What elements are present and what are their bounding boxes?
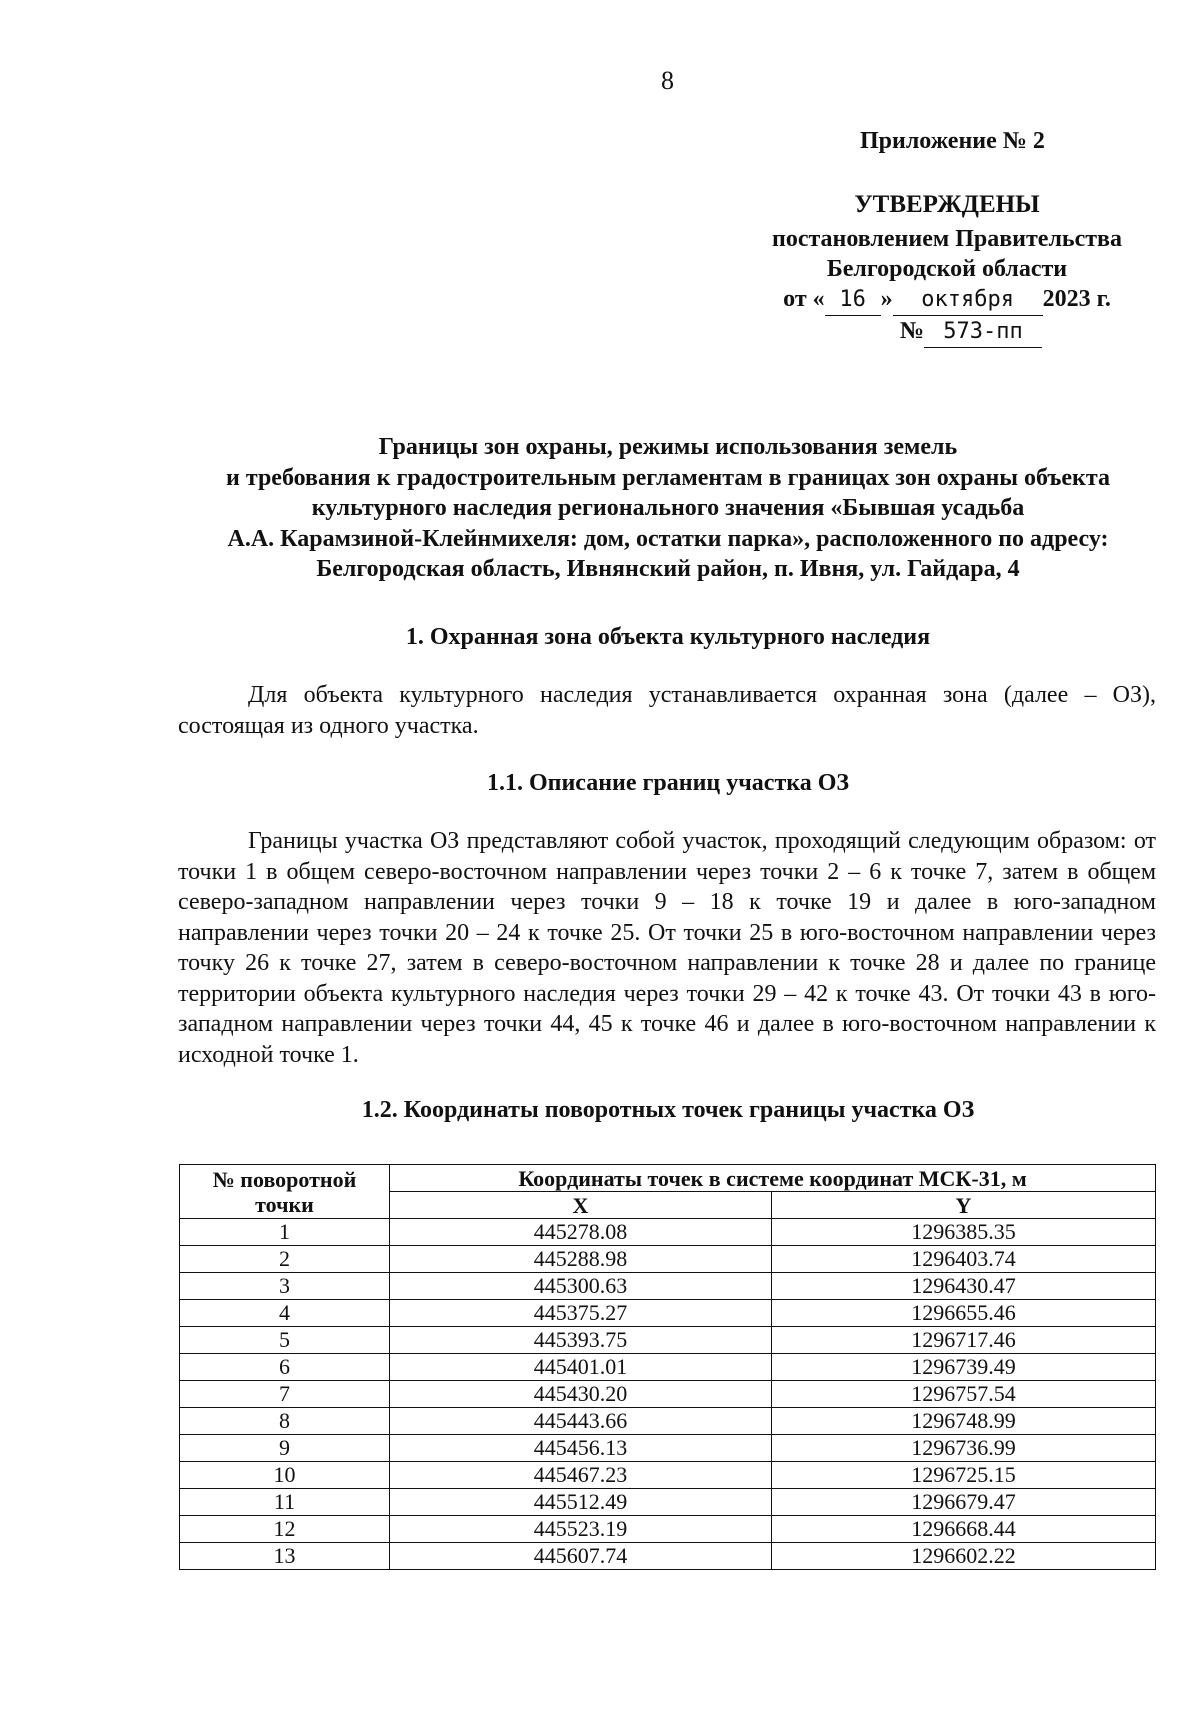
coord-x: 445512.49: [390, 1489, 772, 1516]
coord-x: 445430.20: [390, 1381, 772, 1408]
table-row: [180, 1408, 1156, 1435]
section-1-1-heading: 1.1. Описание границ участка ОЗ: [486, 770, 850, 796]
point-number: 3: [180, 1273, 390, 1300]
section-1-1-text: [178, 826, 1156, 1070]
section-1-heading: 1. Охранная зона объекта культурного наследия: [405, 624, 931, 650]
coord-y: 1296717.46: [772, 1327, 1156, 1354]
header-x: X: [390, 1192, 772, 1219]
coord-y: 1296655.46: [772, 1300, 1156, 1327]
point-number: 5: [180, 1327, 390, 1354]
coordinates-table: [179, 1164, 1156, 1570]
coord-y: 1296725.15: [772, 1462, 1156, 1489]
coord-y: 1296679.47: [772, 1489, 1156, 1516]
table-row: [180, 1300, 1156, 1327]
section-1-2-heading: 1.2. Координаты поворотных точек границы участка ОЗ: [361, 1097, 975, 1123]
point-number: 13: [180, 1543, 390, 1570]
number-value: 573-пп: [924, 317, 1042, 348]
title-line-3: культурного наследия регионального значения «Бывшая усадьба: [311, 495, 1025, 521]
header-point-number: [180, 1165, 390, 1219]
table-row: [180, 1435, 1156, 1462]
number-prefix: №: [899, 318, 924, 344]
coord-x: 445300.63: [390, 1273, 772, 1300]
header-point-line-2: точки: [255, 1191, 314, 1217]
header-coordinates: Координаты точек в системе координат МСК-31, м: [390, 1165, 1156, 1192]
table-row: [180, 1246, 1156, 1273]
coord-y: 1296736.99: [772, 1435, 1156, 1462]
table-row: [180, 1543, 1156, 1570]
header-y: Y: [772, 1192, 1156, 1219]
date-mid: »: [880, 286, 893, 312]
table-row: [180, 1381, 1156, 1408]
coord-y: 1296748.99: [772, 1408, 1156, 1435]
table-row: [180, 1462, 1156, 1489]
date-month: октября: [893, 285, 1043, 316]
coord-x: 445443.66: [390, 1408, 772, 1435]
table-row: [180, 1489, 1156, 1516]
coord-x: 445393.75: [390, 1327, 772, 1354]
coord-x: 445607.74: [390, 1543, 772, 1570]
point-number: 8: [180, 1408, 390, 1435]
point-number: 7: [180, 1381, 390, 1408]
coord-y: 1296385.35: [772, 1219, 1156, 1246]
title-line-5: Белгородская область, Ивнянский район, п. Ивня, ул. Гайдара, 4: [316, 556, 1020, 582]
document-title: [168, 432, 1168, 585]
date-prefix: от «: [783, 286, 825, 312]
title-line-1: Границы зон охраны, режимы использования земель: [378, 434, 958, 460]
coord-y: 1296757.54: [772, 1381, 1156, 1408]
date-day: 16: [825, 285, 881, 316]
page-number: 8: [661, 66, 674, 95]
section-1-1-paragraph: Границы участка ОЗ представляют собой участок, проходящий следующим образом: от точки 1 в общем северо-восточном направлении через точки 2 – 6 к точке 7, затем в общем северо-западном направлении через точки 9 – 18 к точке 19 и далее в юго-западном направлении через точки 20 – 24 к точке 25. От точки 25 в юго-восточном направлении через точку 26 к точке 27, затем в северо-восточном направлении к точке 28 и далее по границе территории объекта культурного наследия через точки 29 – 42 к точке 43. От точки 43 в юго-западном направлении через точки 44, 45 к точке 46 и далее в юго-восточном направлении к исходной точке 1.: [178, 828, 1156, 1068]
coord-x: 445401.01: [390, 1354, 772, 1381]
point-number: 2: [180, 1246, 390, 1273]
table-row: [180, 1516, 1156, 1543]
point-number: 9: [180, 1435, 390, 1462]
table-row: [180, 1219, 1156, 1246]
approval-line-2: Белгородской области: [826, 256, 1068, 282]
point-number: 6: [180, 1354, 390, 1381]
coord-y: 1296739.49: [772, 1354, 1156, 1381]
point-number: 12: [180, 1516, 390, 1543]
title-line-2: и требования к градостроительным регламентам в границах зон охраны объекта: [226, 464, 1110, 491]
point-number: 4: [180, 1300, 390, 1327]
approval-line-1: постановлением Правительства: [771, 226, 1122, 252]
coord-x: 445467.23: [390, 1462, 772, 1489]
table-row: [180, 1354, 1156, 1381]
header-point-line-1: № поворотной: [212, 1166, 357, 1192]
coord-y: 1296668.44: [772, 1516, 1156, 1543]
section-1-text: [178, 680, 1156, 741]
table-row: [180, 1327, 1156, 1354]
point-number: 1: [180, 1219, 390, 1246]
approval-block: [752, 190, 1142, 348]
title-line-4: А.А. Карамзиной-Клейнмихеля: дом, остатки парка», расположенного по адресу:: [227, 525, 1109, 552]
appendix-label: Приложение № 2: [860, 128, 1045, 154]
section-1-paragraph: Для объекта культурного наследия устанавливается охранная зона (далее – ОЗ), состоящая из одного участка.: [178, 682, 1156, 739]
coord-y: 1296403.74: [772, 1246, 1156, 1273]
coord-y: 1296430.47: [772, 1273, 1156, 1300]
point-number: 10: [180, 1462, 390, 1489]
point-number: 11: [180, 1489, 390, 1516]
coord-x: 445375.27: [390, 1300, 772, 1327]
date-year: 2023 г.: [1042, 286, 1111, 312]
approved-heading: УТВЕРЖДЕНЫ: [854, 191, 1040, 218]
approval-date: [752, 284, 1142, 316]
table-row: [180, 1273, 1156, 1300]
coord-x: 445278.08: [390, 1219, 772, 1246]
coord-x: 445456.13: [390, 1435, 772, 1462]
approval-number: [752, 316, 1142, 348]
coord-y: 1296602.22: [772, 1543, 1156, 1570]
coord-x: 445288.98: [390, 1246, 772, 1273]
coord-x: 445523.19: [390, 1516, 772, 1543]
